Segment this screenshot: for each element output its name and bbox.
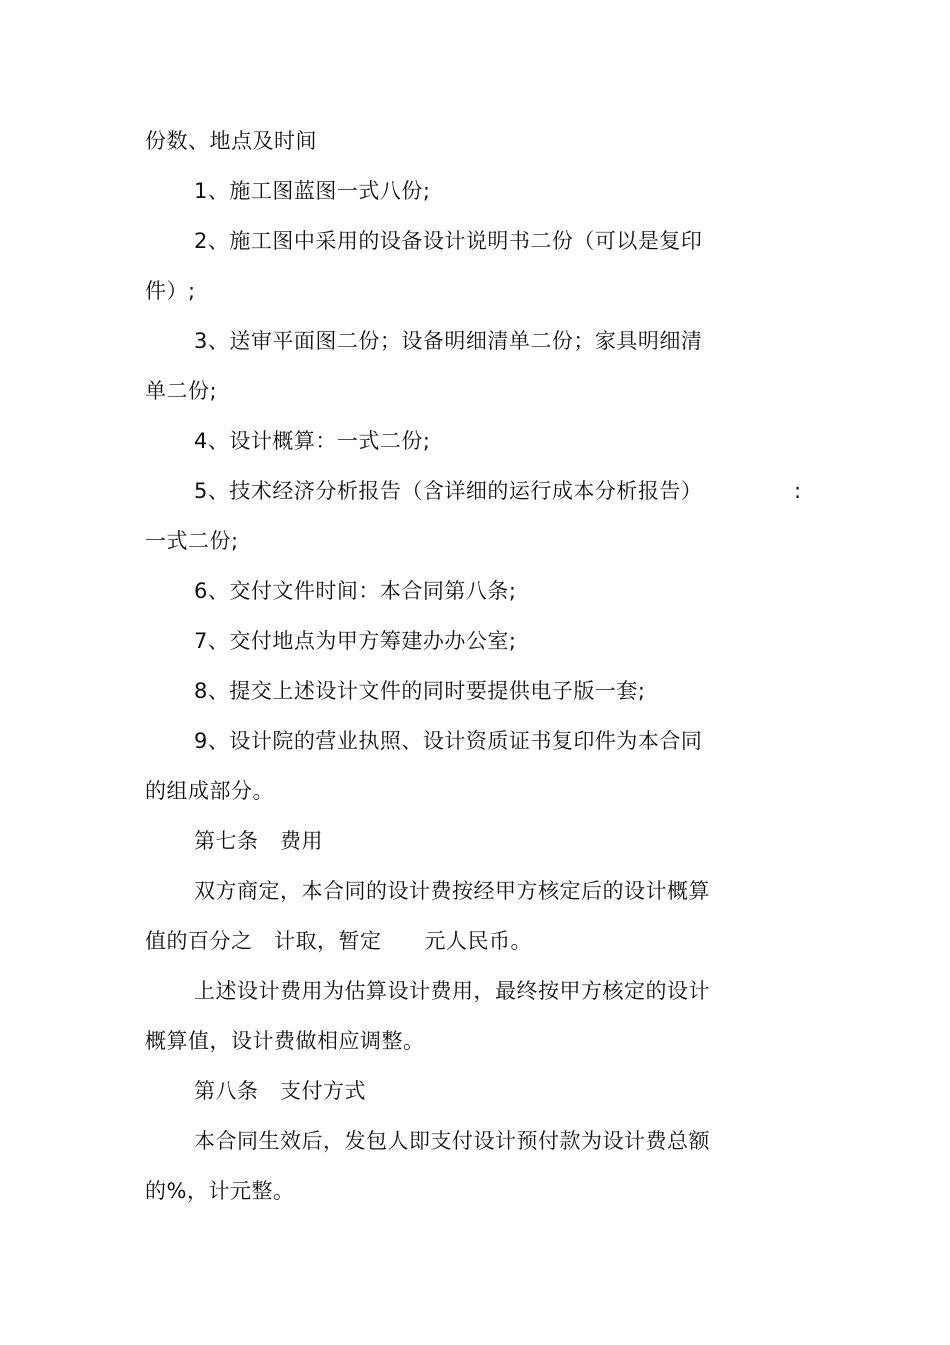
paragraph-line: 上述设计费用为估算设计费用，最终按甲方核定的设计 xyxy=(194,979,710,1003)
list-item-6: 6、交付文件时间：本合同第八条; xyxy=(194,579,517,603)
text-line: 单二份; xyxy=(145,379,218,403)
list-item-7: 7、交付地点为甲方筹建办办公室; xyxy=(194,629,517,653)
paragraph-line: 双方商定，本合同的设计费按经甲方核定后的设计概算 xyxy=(194,879,710,903)
section-heading-article-7: 第七条 费用 xyxy=(194,829,323,853)
section-heading-article-8: 第八条 支付方式 xyxy=(194,1079,366,1103)
list-item-2: 2、施工图中采用的设备设计说明书二份（可以是复印 xyxy=(194,229,703,253)
list-item-1: 1、施工图蓝图一式八份; xyxy=(194,179,431,203)
text-line: 的%，计元整。 xyxy=(145,1179,295,1203)
paragraph-line: 本合同生效后，发包人即支付设计预付款为设计费总额 xyxy=(194,1129,710,1153)
text-line: 份数、地点及时间 xyxy=(145,129,317,153)
list-item-3: 3、送审平面图二份；设备明细清单二份；家具明细清 xyxy=(194,329,703,353)
list-item-5: 5、技术经济分析报告（含详细的运行成本分析报告） xyxy=(194,479,703,503)
trailing-colon: : xyxy=(794,479,802,503)
text-line: 一式二份; xyxy=(145,529,239,553)
list-item-4: 4、设计概算：一式二份; xyxy=(194,429,431,453)
text-line: 概算值，设计费做相应调整。 xyxy=(145,1029,425,1053)
list-item-9: 9、设计院的营业执照、设计资质证书复印件为本合同 xyxy=(194,729,703,753)
text-line: 的组成部分。 xyxy=(145,779,274,803)
text-line: 件）; xyxy=(145,279,196,303)
text-line: 值的百分之 计取，暂定 元人民币。 xyxy=(145,929,532,953)
list-item-8: 8、提交上述设计文件的同时要提供电子版一套; xyxy=(194,679,646,703)
